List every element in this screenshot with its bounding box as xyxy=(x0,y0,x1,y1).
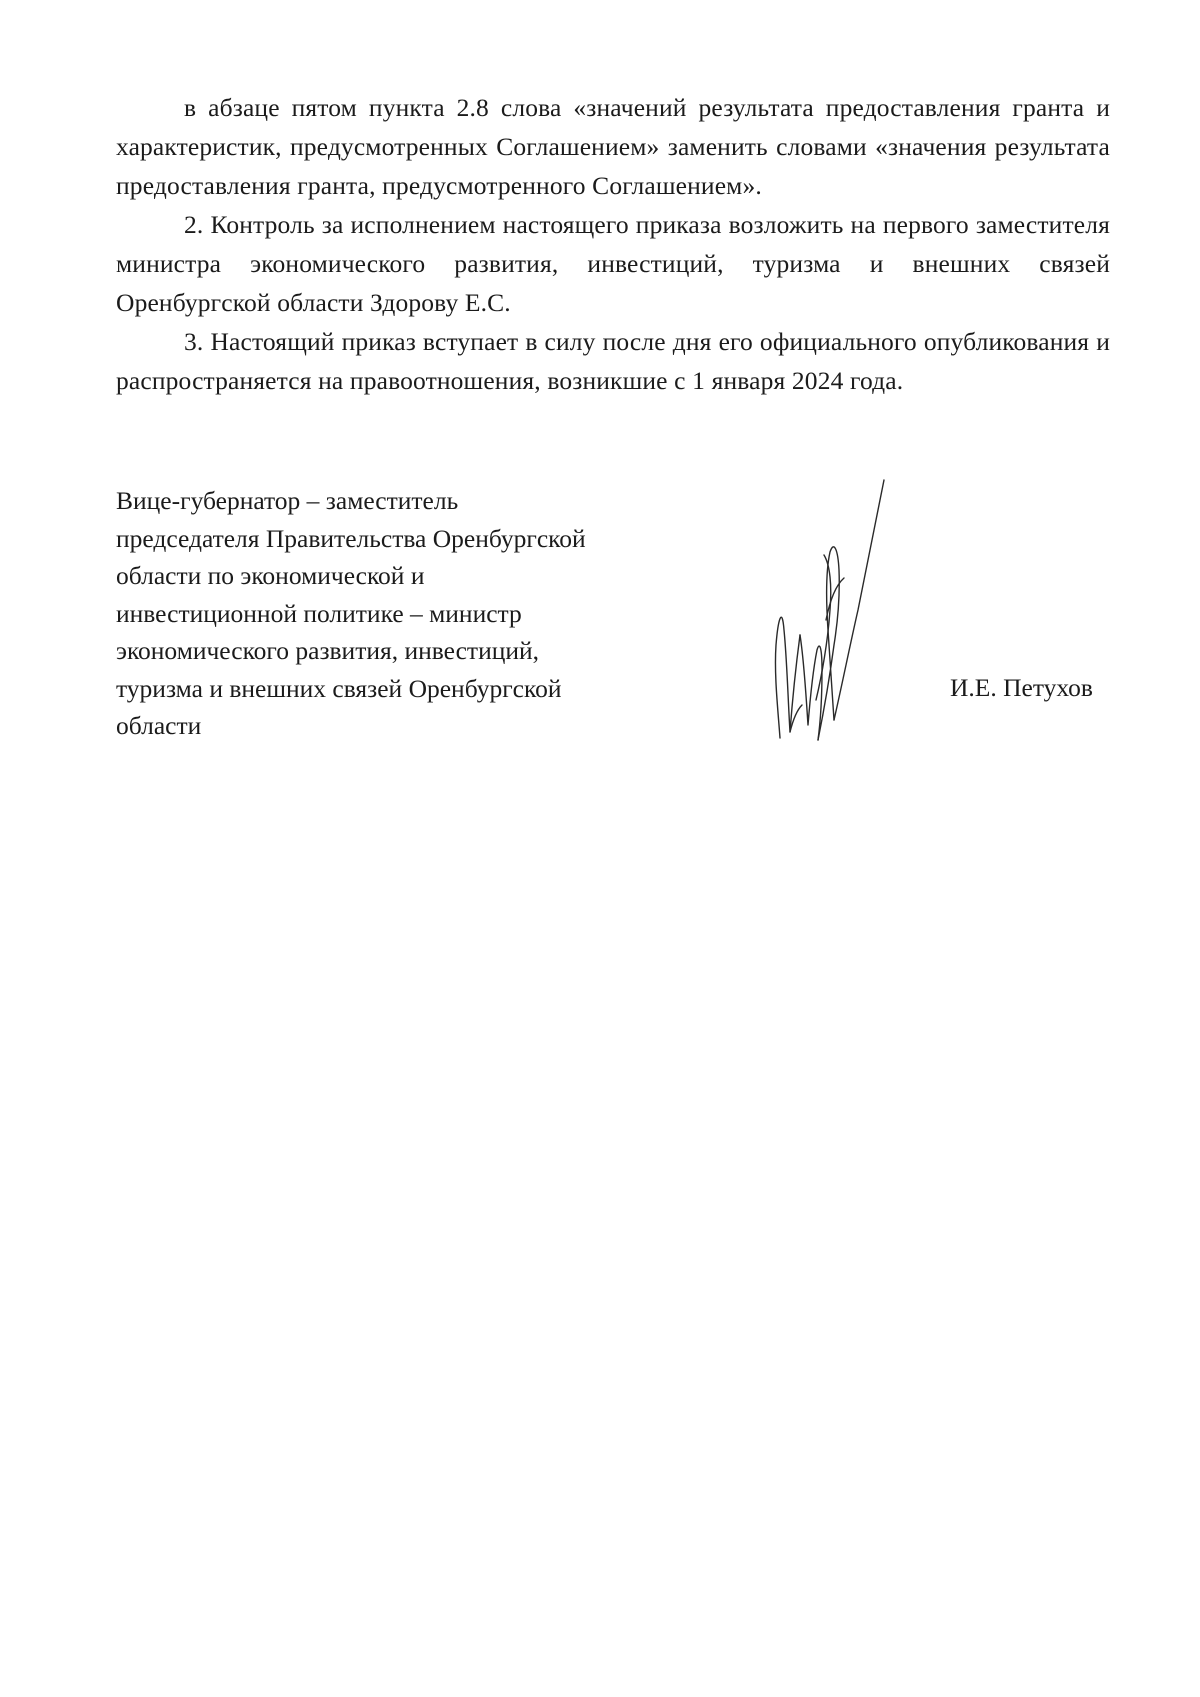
signatory-position xyxy=(116,482,676,745)
signatory-position-line: Вице-губернатор – заместитель xyxy=(116,486,459,515)
signatory-position-line: председателя Правительства Оренбургской xyxy=(116,523,586,553)
handwritten-signature xyxy=(760,470,910,750)
paragraph-effective-date: 3. Настоящий приказ вступает в силу после дня его официального опубликования и распространяется на правоотношения, возникшие с 1 января 2024 года. xyxy=(116,327,1110,395)
signatory-position-line: области по экономической и xyxy=(116,561,425,590)
signatory-position-line: инвестиционной политике – министр xyxy=(116,598,522,628)
paragraph-amendment: в абзаце пятом пункта 2.8 слова «значений результата предоставления гранта и характеристик, предусмотренных Соглашением» заменить словами «значения результата предоставления гранта, предусмотренного Соглашением». xyxy=(116,93,1110,200)
document-body xyxy=(116,88,1110,400)
signatory-position-line: области xyxy=(116,711,202,740)
signatory-position-line: туризма и внешних связей Оренбургской xyxy=(116,673,562,703)
paragraph-control: 2. Контроль за исполнением настоящего приказа возложить на первого заместителя министра экономического развития, инвестиций, туризма и внешних связей Оренбургской области Здорову Е.С. xyxy=(116,210,1110,317)
signatory-position-line: экономического развития, инвестиций, xyxy=(116,636,540,665)
signatory-name: И.Е. Петухов xyxy=(950,673,1093,702)
